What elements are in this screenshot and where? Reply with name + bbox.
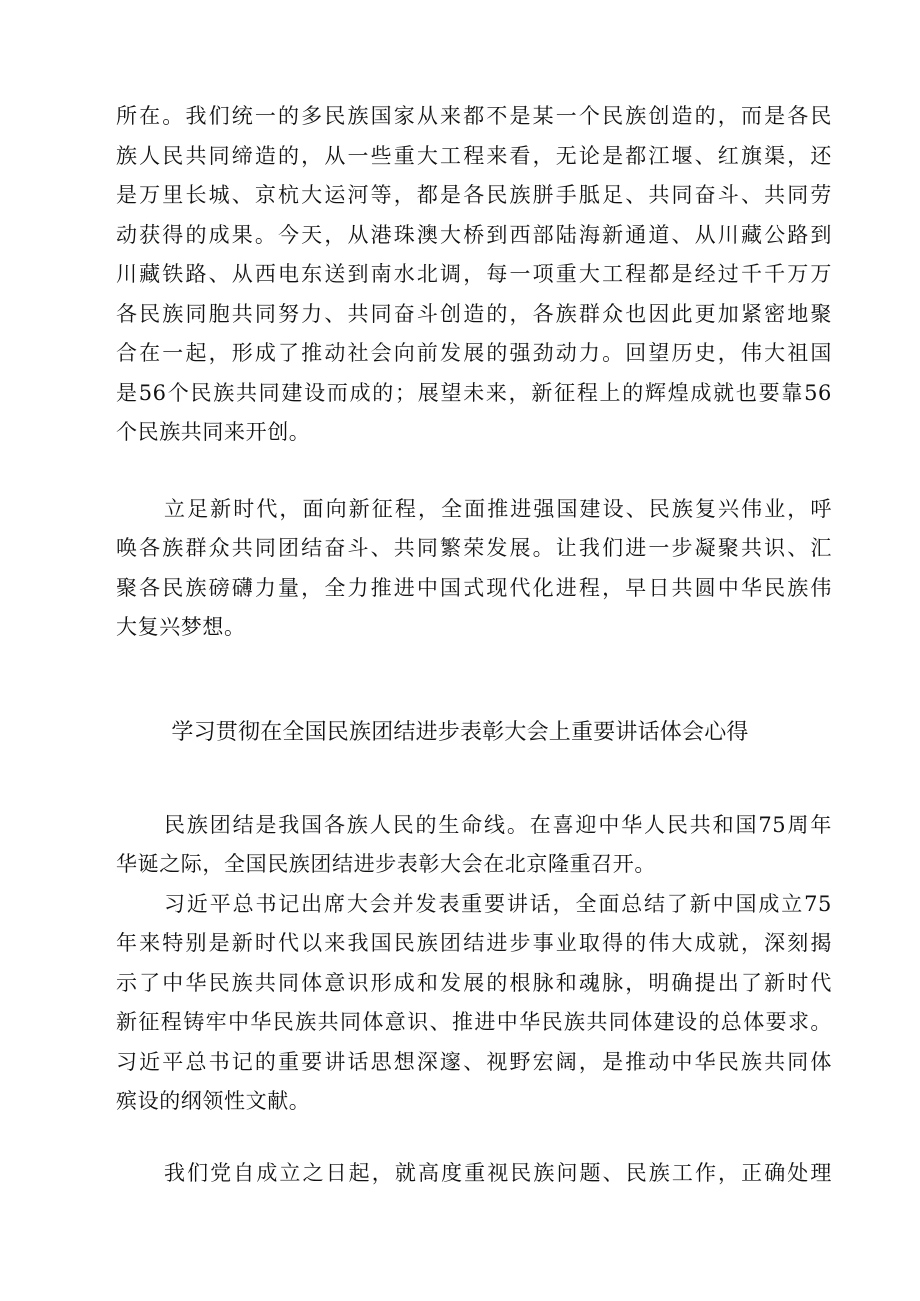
text-line: 唤各族群众共同团结奋斗、共同繁荣发展。让我们进一步凝聚共识、汇 (116, 536, 832, 560)
text-line: 大复兴梦想。 (116, 615, 246, 639)
text-line: 习近平总书记出席大会并发表重要讲话，全面总结了新中国成立75 (164, 892, 832, 916)
text-line: 所在。我们统一的多民族国家从来都不是某一个民族创造的，而是各民 (116, 104, 832, 128)
text-line: 族人民共同缔造的，从一些重大工程来看，无论是都江堰、红旗渠，还 (116, 144, 832, 168)
text-line: 各民族同胞共同努力、共同奋斗创造的，各族群众也因此更加紧密地聚 (116, 302, 832, 326)
text-line: 动获得的成果。今天，从港珠澳大桥到西部陆海新通道、从川藏公路到 (116, 223, 832, 247)
text-line: 我们党自成立之日起，就高度重视民族问题、民族工作，正确处理 (164, 1161, 832, 1185)
text-line: 立足新时代，面向新征程，全面推进强国建设、民族复兴伟业，呼 (164, 497, 832, 521)
section-title: 学习贯彻在全国民族团结进步表彰大会上重要讲话体会心得 (171, 720, 749, 745)
text-line: 新征程铸牢中华民族共同体意识、推进中华民族共同体建设的总体要求。 (116, 1010, 832, 1034)
text-line: 是56个民族共同建设而成的；展望未来，新征程上的辉煌成就也要靠56 (116, 381, 832, 405)
text-line: 个民族共同来开创。 (116, 420, 311, 444)
text-line: 习近平总书记的重要讲话思想深邃、视野宏阔，是推动中华民族共同体 (116, 1050, 832, 1074)
text-line: 华诞之际，全国民族团结进步表彰大会在北京隆重召开。 (116, 852, 656, 876)
text-line: 是万里长城、京杭大运河等，都是各民族胼手胝足、共同奋斗、共同劳 (116, 183, 832, 207)
text-line: 民族团结是我国各族人民的生命线。在喜迎中华人民共和国75周年 (164, 813, 832, 837)
text-line: 聚各民族磅礴力量，全力推进中国式现代化进程，早日共圆中华民族伟 (116, 576, 832, 600)
text-line: 年来特别是新时代以来我国民族团结进步事业取得的伟大成就，深刻揭 (116, 931, 832, 955)
text-line: 殡设的纲领性文献。 (116, 1089, 311, 1113)
text-line: 川藏铁路、从西电东送到南水北调，每一项重大工程都是经过千千万万 (116, 262, 832, 286)
text-line: 合在一起，形成了推动社会向前发展的强劲动力。回望历史，伟大祖国 (116, 341, 832, 365)
text-line: 示了中华民族共同体意识形成和发展的根脉和魂脉，明确提出了新时代 (116, 971, 832, 995)
